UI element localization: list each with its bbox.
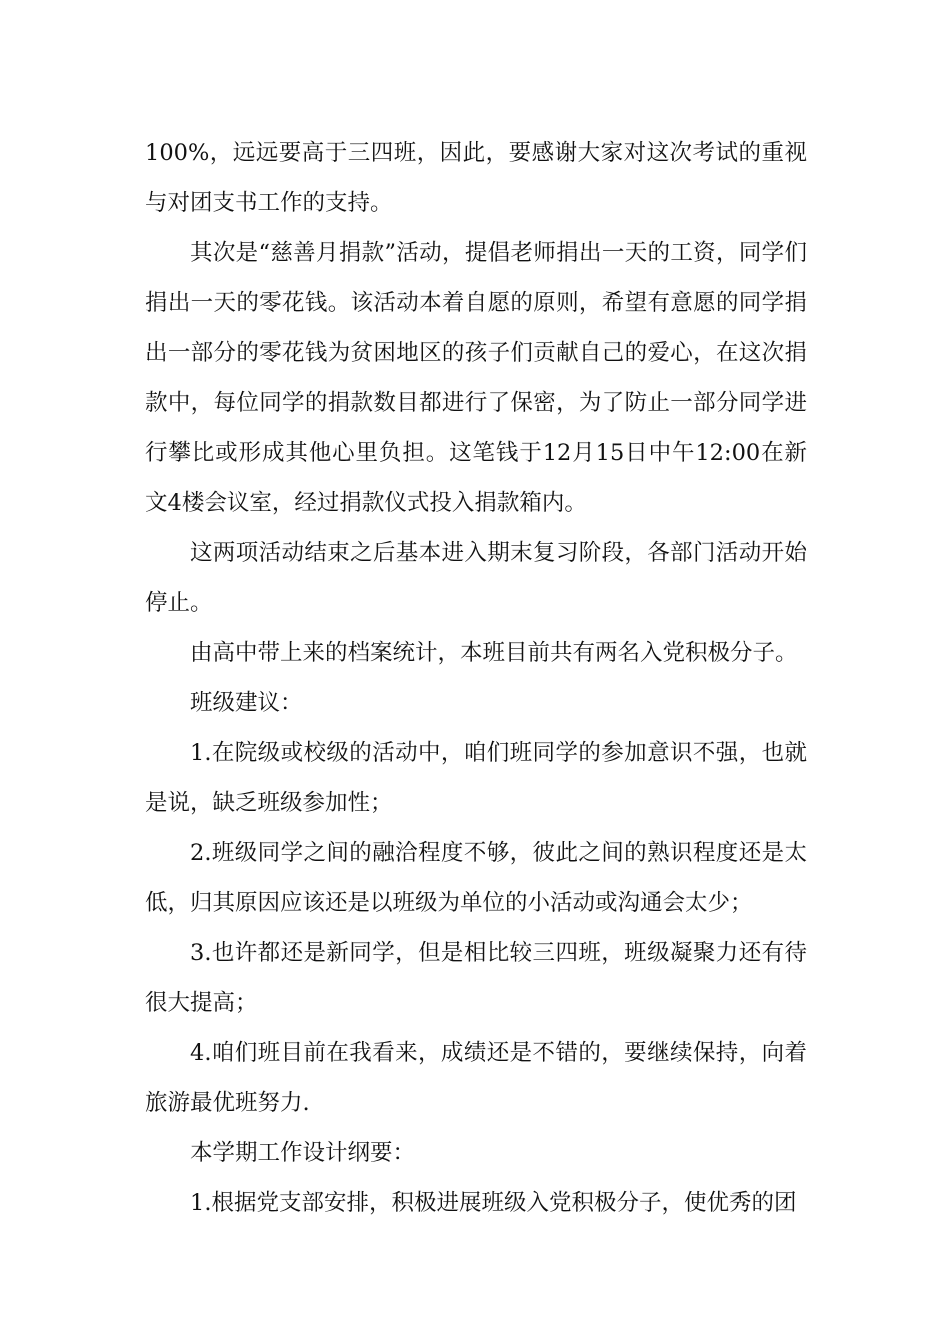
paragraph-class-suggestions-heading: 班级建议： [190, 690, 303, 716]
paragraph-2: 其次是“慈善月捐款”活动，提倡老师捐出一天的工资，同学们捐出一天的零花钱。该活动本着自愿的原则，希望有意愿的同学捐出一部分的零花钱为贫困地区的孩子们贡献自己的爱心，在这次捐款中，每位同学的捐款数目都进行了保密，为了防止一部分同学进行攀比或形成其他心里负担。这笔钱于12月15日中午12:00在新文4楼会议室，经过捐款仪式投入捐款箱内。 [145, 240, 807, 516]
document-body [145, 128, 807, 1228]
paragraph-3: 这两项活动结束之后基本进入期末复习阶段，各部门活动开始停止。 [145, 540, 807, 616]
work-plan-item-1: 1.根据党支部安排，积极进展班级入党积极分子，使优秀的团 [190, 1190, 797, 1216]
paragraph-1: 100%，远远要高于三四班，因此，要感谢大家对这次考试的重视与对团支书工作的支持。 [145, 140, 807, 216]
paragraph-work-plan-heading: 本学期工作设计纲要： [190, 1140, 416, 1166]
paragraph-4: 由高中带上来的档案统计，本班目前共有两名入党积极分子。 [190, 640, 798, 666]
suggestion-item-1: 1.在院级或校级的活动中，咱们班同学的参加意识不强，也就是说，缺乏班级参加性； [145, 740, 807, 816]
suggestion-item-3: 3.也许都还是新同学，但是相比较三四班，班级凝聚力还有待很大提高； [145, 940, 807, 1016]
suggestion-item-2: 2.班级同学之间的融洽程度不够，彼此之间的熟识程度还是太低，归其原因应该还是以班级为单位的小活动或沟通会太少； [145, 840, 807, 916]
suggestion-item-4: 4.咱们班目前在我看来，成绩还是不错的，要继续保持，向着旅游最优班努力. [145, 1040, 807, 1116]
